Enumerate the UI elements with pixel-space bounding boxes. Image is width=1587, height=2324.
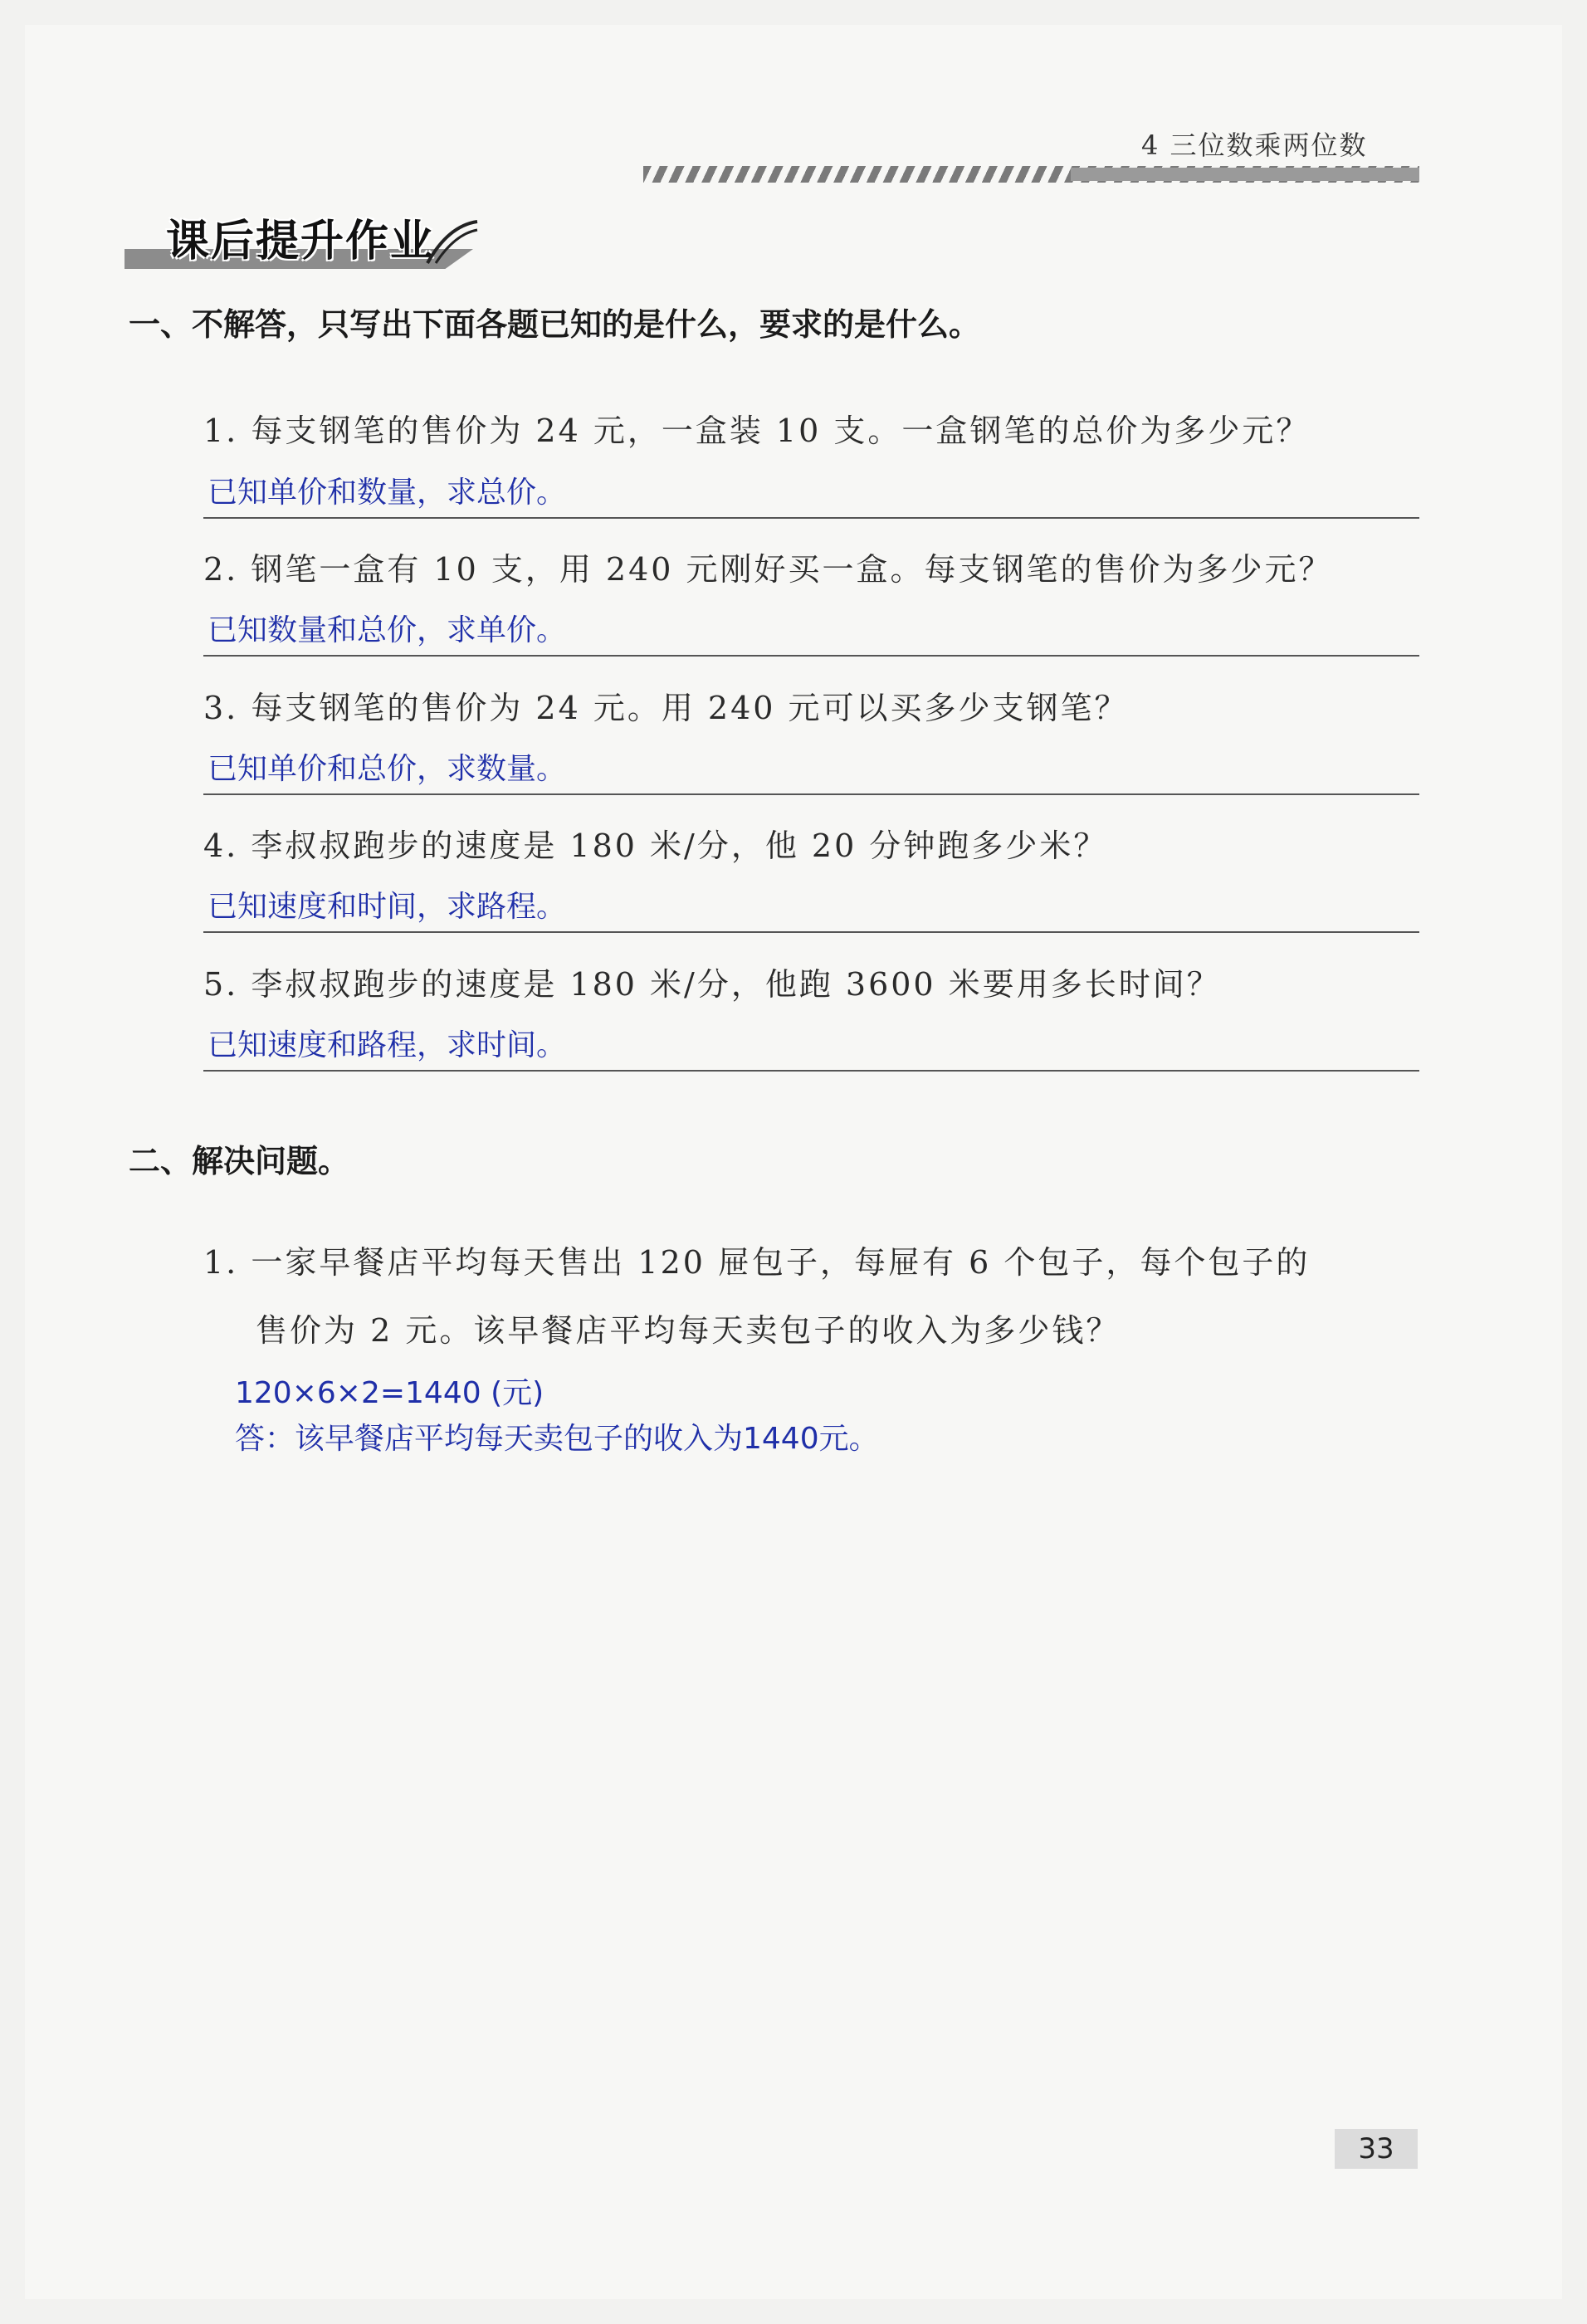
- chapter-title: 4 三位数乘两位数: [1141, 129, 1368, 161]
- section2-heading: 二、解决问题。: [129, 1142, 350, 1179]
- problem-line-2: 售价为 2 元。该早餐店平均每天卖包子的收入为多少钱？: [256, 1312, 1121, 1349]
- answer-line-5: [203, 1070, 1419, 1072]
- question-5: 5. 李叔叔跑步的速度是 180 米/分，他跑 3600 米要用多长时间？: [203, 966, 1221, 1003]
- question-4: 4. 李叔叔跑步的速度是 180 米/分，他 20 分钟跑多少米？: [203, 828, 1108, 864]
- answer-5: 已知速度和路程，求时间。: [208, 1028, 567, 1062]
- question-1: 1. 每支钢笔的售价为 24 元，一盒装 10 支。一盒钢笔的总价为多少元？: [203, 413, 1311, 449]
- answer-1: 已知单价和数量，求总价。: [208, 476, 567, 510]
- answer-4: 已知速度和时间，求路程。: [208, 890, 567, 924]
- answer-line-4: [203, 931, 1419, 933]
- problem-line-1: 1. 一家早餐店平均每天售出 120 屉包子，每屉有 6 个包子，每个包子的: [203, 1244, 1311, 1281]
- banner-title: 课后提升作业: [166, 217, 436, 266]
- answer-2: 已知数量和总价，求单价。: [208, 613, 567, 647]
- answer-3: 已知单价和总价，求数量。: [208, 752, 567, 786]
- question-2: 2. 钢笔一盒有 10 支，用 240 元刚好买一盒。每支钢笔的售价为多少元？: [203, 551, 1333, 588]
- section1-heading: 一、不解答，只写出下面各题已知的是什么，要求的是什么。: [129, 305, 981, 343]
- question-3: 3. 每支钢笔的售价为 24 元。用 240 元可以买多少支钢笔？: [203, 690, 1129, 726]
- calculation: 120×6×2=1440 (元): [235, 1376, 544, 1410]
- answer-line-3: [203, 793, 1419, 795]
- answer-line-1: [203, 517, 1419, 519]
- answer-line-2: [203, 655, 1419, 657]
- final-answer: 答：该早餐店平均每天卖包子的收入为1440元。: [235, 1422, 879, 1456]
- header-stripe-solid: [1071, 168, 1419, 181]
- page-number: 33: [1335, 2129, 1418, 2169]
- swoosh-icon: [423, 217, 481, 267]
